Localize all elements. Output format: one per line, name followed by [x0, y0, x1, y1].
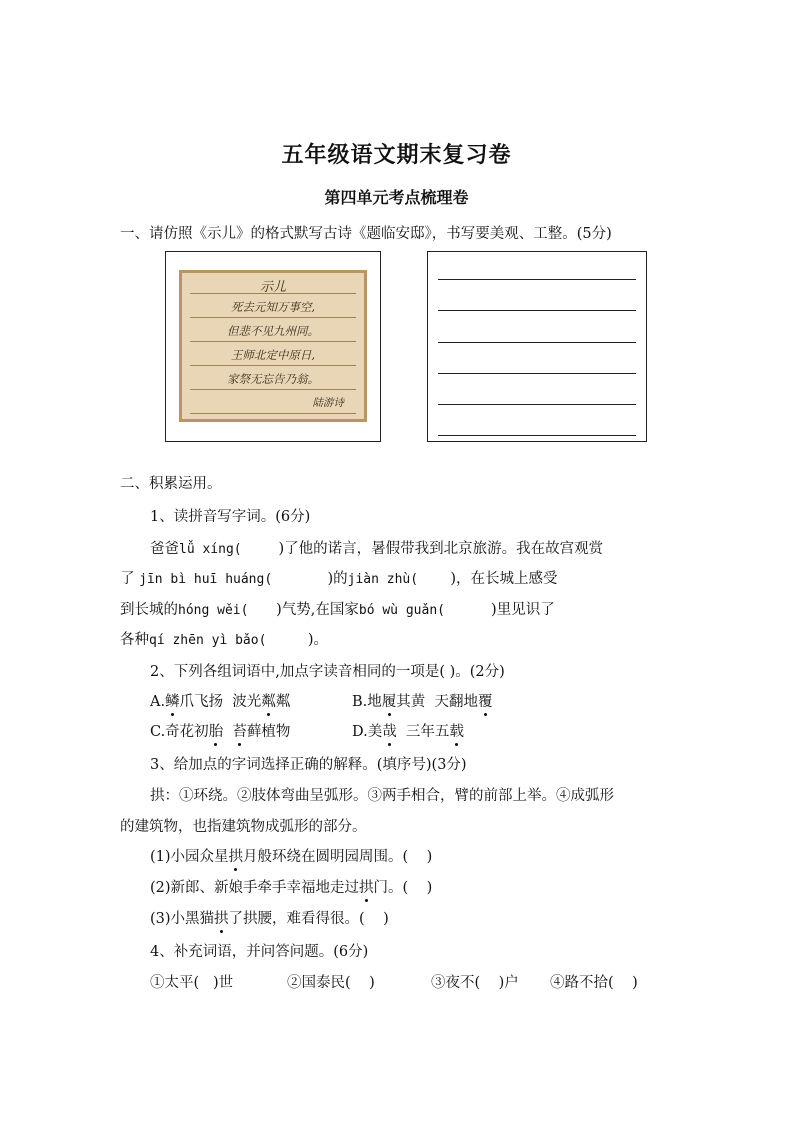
sample-poem-title: 示儿	[259, 280, 286, 295]
q1-line-3: 到长城的hóng wěi( )气势,在国家bó wù guǎn( )里见识了	[120, 602, 555, 618]
q4-heading: 4、补充词语，并问答问题。(6分)	[150, 944, 369, 960]
q3-sentence-1: (1)小园众星拱月般环绕在圆明园周围。( )	[150, 845, 432, 866]
q4-item: ③夜不( )户	[431, 975, 519, 991]
page-title: 五年级语文期末复习卷	[281, 143, 512, 168]
sample-poem-line: 但悲不见九州同。	[227, 324, 319, 338]
q3-definition-1: 拱：①环绕。②肢体弯曲呈弧形。③两手相合，臂的前部上举。④成弧形	[150, 788, 614, 804]
sample-poem-image	[179, 270, 367, 422]
sample-poem-line: 家祭无忘告乃翁。	[227, 372, 319, 386]
sample-poem-line: 死去元知万事空,	[230, 300, 316, 314]
q2-option-c: C.奇花初胎 苔藓植物	[150, 720, 290, 741]
q3-heading: 3、给加点的字词选择正确的解释。(填序号)(3分)	[150, 757, 467, 773]
section2-heading: 二、积累运用。	[120, 476, 222, 492]
q4-item: ④路不拾( )	[550, 975, 638, 991]
q4-item: ①太平( )世	[150, 975, 234, 991]
page-subtitle: 第四单元考点梳理卷	[324, 188, 469, 207]
sample-poem-line: 王师北定中原日,	[230, 348, 316, 362]
q1-line-2: 了 jīn bì huī huáng( )的jiàn zhù( )，在长城上感受	[120, 571, 558, 587]
section1-heading: 一、请仿照《示儿》的格式默写古诗《题临安邸》，书写要美观、工整。(5分)	[120, 226, 612, 242]
q2-option-d: D.美哉 三年五载	[352, 720, 464, 741]
q4-item: ②国泰民( )	[287, 975, 375, 991]
q3-sentence-2: (2)新郎、新娘手牵手幸福地走过拱门。( )	[150, 876, 432, 897]
q2-heading: 2、下列各组词语中,加点字读音相同的一项是( )。(2分)	[150, 664, 505, 680]
q3-sentence-3: (3)小黑猫拱了拱腰，难看得很。( )	[150, 907, 389, 928]
sample-poem-frame	[165, 251, 381, 442]
q1-line-4: 各种qí zhēn yì bǎo( )。	[120, 632, 329, 648]
q2-option-b: B.地履其黄 天翻地覆	[352, 690, 492, 711]
sample-poem-author: 陆游诗	[312, 397, 344, 409]
q1-line-1: 爸爸lǚ xíng( )了他的诺言，暑假带我到北京旅游。我在故宫观赏	[150, 541, 604, 557]
writing-area[interactable]	[427, 251, 647, 442]
q3-definition-2: 的建筑物，也指建筑物成弧形的部分。	[120, 819, 367, 835]
q1-heading: 1、读拼音写字词。(6分)	[150, 509, 311, 525]
q2-option-a: A.鳞爪飞扬 波光粼粼	[150, 690, 290, 711]
